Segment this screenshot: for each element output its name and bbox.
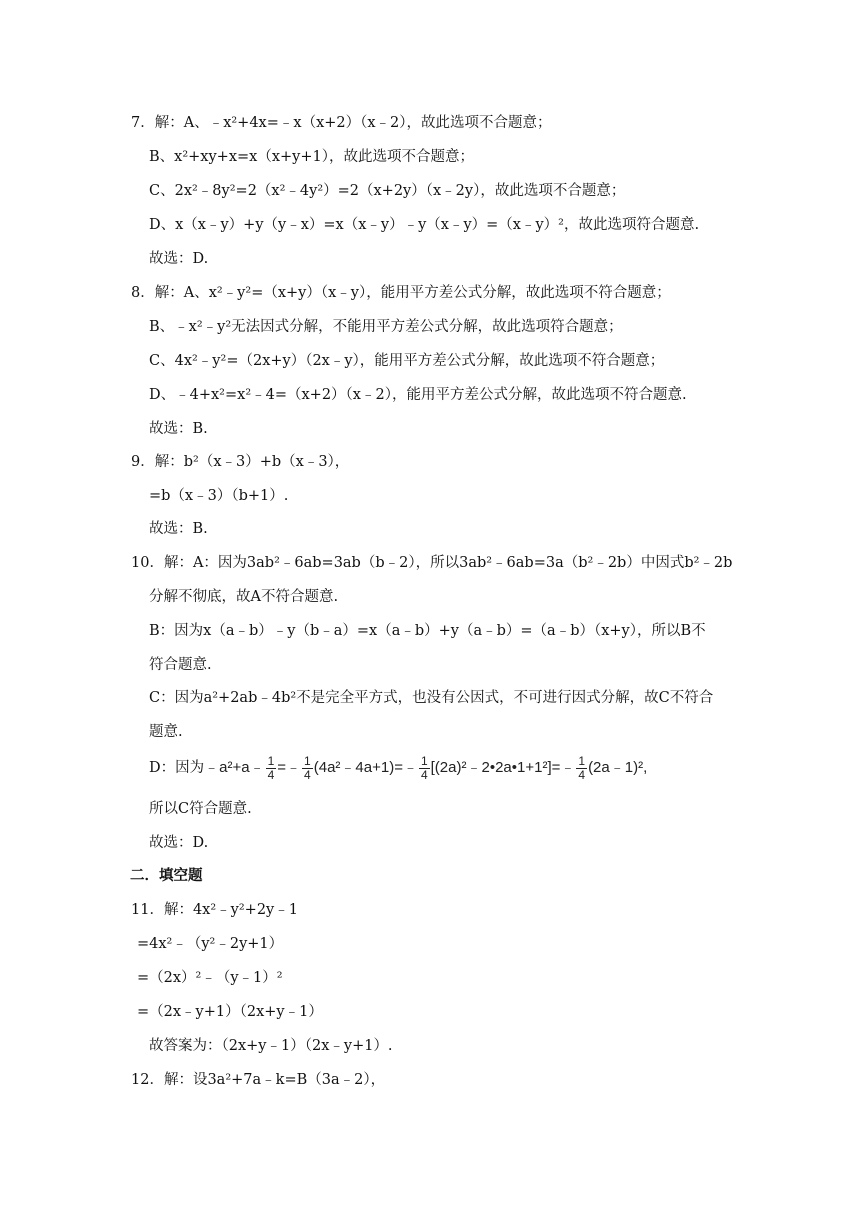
q9-answer: 故选：B.: [149, 521, 208, 537]
q7-line-a: 7．解：A、﹣x²+4x=﹣x（x+2）（x﹣2），故此选项不合题意；: [131, 115, 552, 131]
fraction-3: [419, 755, 430, 782]
q10-d-part2: =﹣: [277, 759, 302, 776]
q10-line-c2: 题意.: [149, 724, 183, 740]
frac-den: 4: [578, 767, 586, 782]
q8-answer: 故选：B.: [149, 421, 208, 437]
q10-line-b2: 符合题意.: [149, 657, 212, 673]
q10-line-a1: 10．解：A：因为3ab²﹣6ab=3ab（b﹣2），所以3ab²﹣6ab=3a（b²﹣2b）中因式b²﹣2b: [131, 555, 733, 571]
q11-line-1: 11．解：4x²﹣y²+2y﹣1: [131, 902, 298, 918]
q10-line-b1: B：因为x（a﹣b）﹣y（b﹣a）=x（a﹣b）+y（a﹣b）=（a﹣b）（x+y），所以B不: [149, 623, 706, 639]
frac-num: 1: [420, 753, 428, 768]
fraction-2: [302, 755, 313, 782]
frac-den: 4: [304, 767, 311, 782]
q12-line-1: 12．解：设3a²+7a﹣k=B（3a﹣2），: [131, 1072, 386, 1088]
q9-line-2: =b（x﹣3）（b+1）.: [149, 488, 289, 504]
q11-line-3: =（2x）²﹣（y﹣1）²: [137, 970, 283, 986]
q11-answer: 故答案为：（2x+y﹣1）（2x﹣y+1）.: [149, 1038, 393, 1054]
section-heading-fill-in: 二．填空题: [130, 868, 203, 884]
frac-den: 4: [267, 767, 275, 782]
frac-den: 4: [420, 767, 428, 782]
q10-d-part1: ﹣a²+a﹣: [204, 759, 265, 776]
q10-answer: 故选：D.: [149, 835, 209, 851]
q7-answer: 故选：D.: [149, 251, 209, 267]
q10-line-d2: 所以C符合题意.: [149, 801, 252, 817]
q11-line-2: =4x²﹣（y²﹣2y+1）: [137, 936, 284, 952]
q7-line-c: C、2x²﹣8y²=2（x²﹣4y²）=2（x+2y）（x﹣2y），故此选项不合题意；: [149, 183, 626, 199]
q7-line-b: B、x²+xy+x=x（x+y+1），故此选项不合题意；: [149, 149, 474, 165]
q8-line-c: C、4x²﹣y²=（2x+y）（2x﹣y），能用平方差公式分解，故此选项不符合题意；: [149, 353, 665, 369]
frac-num: 1: [304, 753, 311, 768]
q10-d-part4: [(2a)²﹣2•2a•1+1²]=﹣: [430, 759, 576, 776]
q10-line-a2: 分解不彻底，故A不符合题意.: [149, 589, 339, 605]
q10-d-part3: (4a²﹣4a+1)=﹣: [313, 759, 418, 776]
q8-line-b: B、﹣x²﹣y²无法因式分解，不能用平方差公式分解，故此选项符合题意；: [149, 319, 623, 335]
q8-line-d: D、﹣4+x²=x²﹣4=（x+2）（x﹣2），能用平方差公式分解，故此选项不符合题意.: [149, 387, 687, 403]
frac-num: 1: [578, 753, 586, 768]
q9-line-1: 9．解：b²（x﹣3）+b（x﹣3），: [131, 454, 350, 470]
fraction-4: [576, 755, 587, 782]
q11-line-4: =（2x﹣y+1）（2x+y﹣1）: [137, 1004, 323, 1020]
q8-line-a: 8．解：A、x²﹣y²=（x+y）（x﹣y），能用平方差公式分解，故此选项不符合题意；: [131, 285, 671, 301]
q10-d-prefix: D：因为: [149, 760, 205, 776]
q10-line-c1: C：因为a²+2ab﹣4b²不是完全平方式，也没有公因式，不可进行因式分解，故C不符合: [149, 690, 714, 706]
q10-d-formula: [204, 753, 648, 782]
fraction-1: [266, 755, 277, 782]
q10-line-d1: [149, 753, 647, 783]
frac-num: 1: [267, 753, 275, 768]
q10-d-part5: (2a﹣1)²,: [588, 759, 648, 776]
q7-line-d: D、x（x﹣y）+y（y﹣x）=x（x﹣y）﹣y（x﹣y）=（x﹣y）²，故此选项符合题意.: [149, 217, 700, 233]
